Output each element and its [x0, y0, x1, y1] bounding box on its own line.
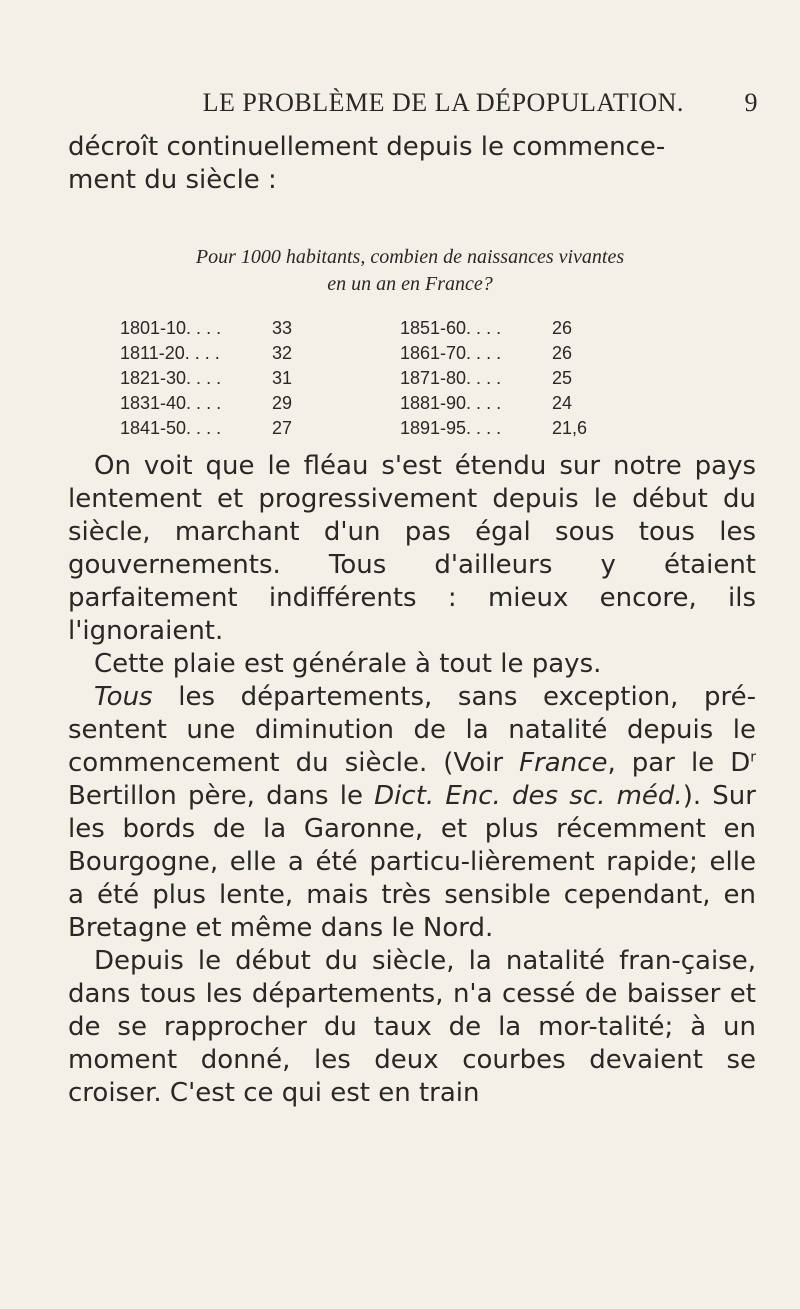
value-cell: 24: [552, 393, 573, 413]
running-title: LE PROBLÈME DE LA DÉPOPULATION.: [202, 88, 684, 117]
paragraph-2: Cette plaie est générale à tout le pays.: [94, 649, 602, 679]
paragraph-4: Depuis le début du siècle, la natalité fran-çaise, dans tous les départements, n'a cessé de baisser et de se rapprocher du taux de la mor-talité; à un moment donné, les deux courbes devaient se croiser. C'est ce qui est en train: [68, 946, 756, 1108]
france-ref: France: [519, 748, 608, 778]
page-number: 9: [744, 88, 758, 117]
intro-text: [68, 131, 756, 197]
value-cell: 33: [272, 318, 293, 338]
running-head: [118, 88, 758, 118]
intro-line-1: décroît continuellement depuis le commence-: [68, 132, 666, 162]
natality-table: [120, 316, 680, 441]
table-caption: [80, 244, 740, 298]
period-cell: 1811-20. . . .: [120, 343, 220, 363]
period-cell: 1831-40. . . .: [120, 393, 222, 413]
period-cell: 1821-30. . . .: [120, 368, 222, 388]
dictionary-ref: Dict. Enc. des sc. méd.: [374, 781, 683, 811]
period-cell: 1801-10. . . .: [120, 318, 222, 338]
table-row: [120, 341, 680, 366]
value-cell: 26: [552, 318, 573, 338]
caption-line-2: en un an en France?: [327, 273, 493, 295]
paragraph-1: On voit que le fléau s'est étendu sur notre pays lentement et progressivement depuis le début du siècle, marchant d'un pas égal sous tous les gouvernements. Tous d'ailleurs y étaient parfaitement indifférents : mieux encore, ils l'ignoraient.: [68, 451, 756, 646]
value-cell: 29: [272, 393, 293, 413]
value-cell: 26: [552, 343, 573, 363]
period-cell: 1881-90. . . .: [400, 393, 502, 413]
period-cell: 1861-70. . . .: [400, 343, 502, 363]
main-text: [68, 450, 756, 1110]
value-cell: 21,6: [552, 418, 588, 438]
period-cell: 1851-60. . . .: [400, 318, 502, 338]
value-cell: 32: [272, 343, 293, 363]
tous-word: Tous: [94, 682, 153, 712]
value-cell: 27: [272, 418, 293, 438]
period-cell: 1871-80. . . .: [400, 368, 502, 388]
value-cell: 31: [272, 368, 293, 388]
period-cell: 1891-95. . . .: [400, 418, 502, 438]
table-row: [120, 316, 680, 341]
paragraph-3: Tous les départements, sans exception, pré-sentent une diminution de la natalité depuis le commencement du siècle. (Voir France, par le $D^r$ Bertillon père, dans le Dict. Enc. des sc. méd.). Sur les bords de la Garonne, et plus récemment en Bourgogne, elle a été particu-lièrement rapide; elle a été plus lente, mais très sensible cependant, en Bretagne et même dans le Nord.: [68, 682, 757, 943]
table-row: [120, 391, 680, 416]
doctor-superscript: r: [750, 749, 757, 766]
table-row: [120, 366, 680, 391]
caption-line-1: Pour 1000 habitants, combien de naissances vivantes: [195, 246, 625, 268]
value-cell: 25: [552, 368, 573, 388]
intro-line-2: ment du siècle :: [68, 165, 277, 195]
period-cell: 1841-50. . . .: [120, 418, 222, 438]
table-row: [120, 416, 680, 441]
